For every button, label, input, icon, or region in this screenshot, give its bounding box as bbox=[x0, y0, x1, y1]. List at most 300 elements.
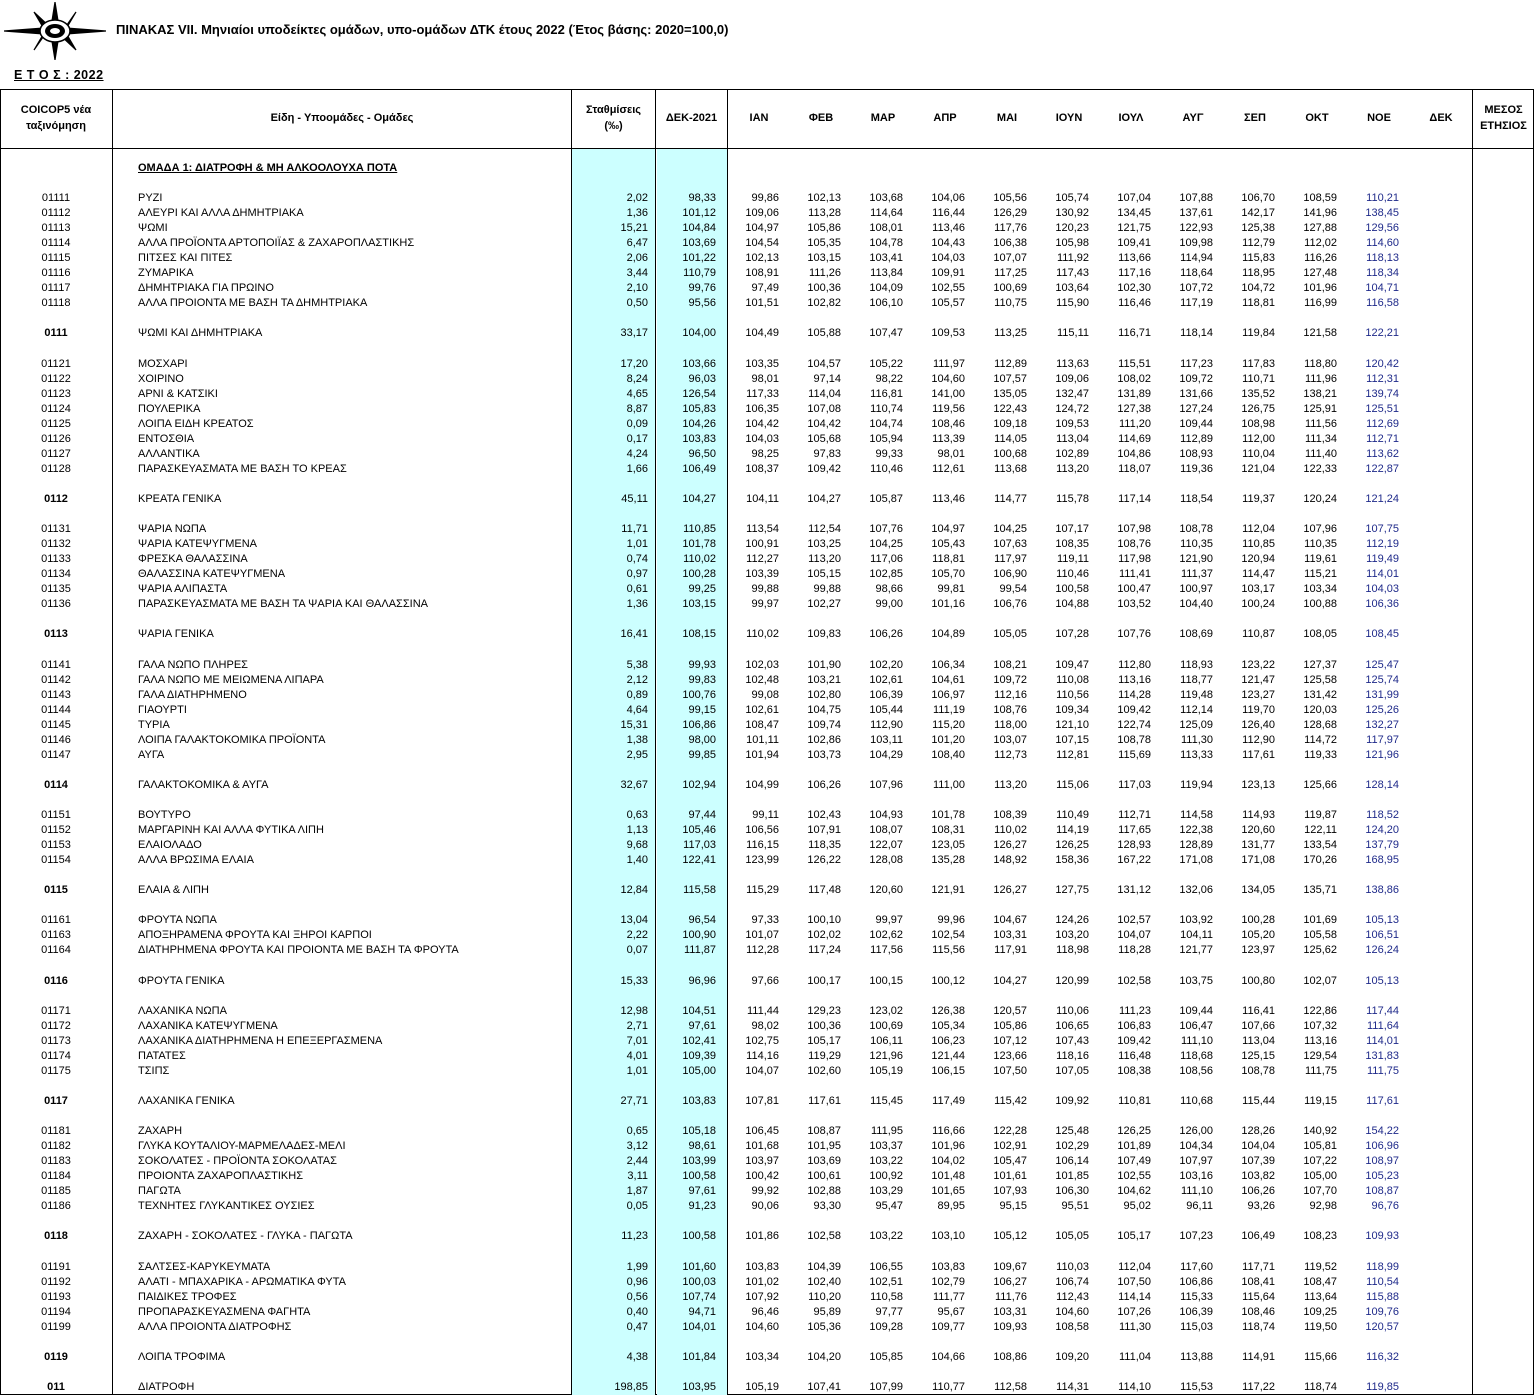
row-month: 103,22 bbox=[869, 1155, 903, 1167]
row-month: 116,99 bbox=[1304, 297, 1337, 309]
row-month: 102,43 bbox=[807, 809, 841, 821]
row-month: 102,60 bbox=[807, 1065, 841, 1077]
row-code: 01146 bbox=[41, 734, 71, 746]
row-month: 135,05 bbox=[993, 388, 1027, 400]
row-month: 109,42 bbox=[1117, 1035, 1151, 1047]
row-month: 138,21 bbox=[1303, 388, 1337, 400]
row-month: 114,77 bbox=[994, 493, 1027, 505]
row-month: 104,60 bbox=[1055, 1306, 1089, 1318]
row-month: 110,02 bbox=[746, 628, 779, 640]
row-month-nov: 109,76 bbox=[1365, 1306, 1399, 1318]
row-month-nov: 119,49 bbox=[1366, 553, 1399, 565]
row-name: ΔΙΑΤΡΟΦΗ bbox=[138, 1381, 195, 1393]
row-month: 104,03 bbox=[931, 252, 965, 264]
row-month: 102,55 bbox=[931, 282, 965, 294]
header-code-line2: ταξινόμηση bbox=[26, 119, 86, 132]
row-month: 113,46 bbox=[932, 222, 965, 234]
row-month: 100,88 bbox=[1303, 598, 1337, 610]
table-row bbox=[0, 387, 1534, 402]
row-month: 120,57 bbox=[993, 1005, 1027, 1017]
row-month: 104,78 bbox=[869, 237, 903, 249]
row-month: 131,89 bbox=[1117, 388, 1151, 400]
header-name: Είδη - Υποομάδες - Ομάδες bbox=[270, 111, 414, 124]
row-month: 106,65 bbox=[1055, 1020, 1089, 1032]
row-month: 108,58 bbox=[1055, 1321, 1089, 1333]
row-month: 110,87 bbox=[1242, 628, 1275, 640]
row-weight: 4,65 bbox=[626, 388, 648, 400]
row-code: 01124 bbox=[41, 403, 71, 415]
row-month: 107,96 bbox=[869, 779, 903, 791]
row-month: 101,20 bbox=[931, 734, 965, 746]
row-month: 108,93 bbox=[1179, 448, 1213, 460]
row-month: 99,92 bbox=[751, 1185, 779, 1197]
row-month: 101,16 bbox=[931, 598, 965, 610]
row-month: 106,10 bbox=[869, 297, 903, 309]
row-dec2021: 106,49 bbox=[682, 463, 716, 475]
row-month-nov: 125,74 bbox=[1365, 674, 1399, 686]
row-code: 01199 bbox=[41, 1321, 71, 1333]
row-month: 111,04 bbox=[1118, 1351, 1151, 1363]
row-name: ΤΥΡΙΑ bbox=[138, 719, 170, 731]
row-weight: 4,24 bbox=[626, 448, 648, 460]
row-month: 119,11 bbox=[1056, 553, 1089, 565]
row-month: 126,22 bbox=[807, 854, 841, 866]
row-code: 0118 bbox=[44, 1230, 68, 1242]
row-month: 107,66 bbox=[1241, 1020, 1275, 1032]
row-month-nov: 109,93 bbox=[1365, 1230, 1399, 1242]
row-month: 109,77 bbox=[931, 1321, 965, 1333]
row-month: 108,40 bbox=[931, 749, 965, 761]
row-month: 107,41 bbox=[807, 1381, 841, 1393]
row-month: 137,61 bbox=[1179, 207, 1213, 219]
row-code: 01185 bbox=[41, 1185, 71, 1197]
row-month: 119,33 bbox=[1304, 749, 1337, 761]
row-month: 106,26 bbox=[807, 779, 841, 791]
row-month-nov: 116,32 bbox=[1366, 1351, 1399, 1363]
row-code: 01144 bbox=[41, 704, 71, 716]
row-month: 126,00 bbox=[1179, 1125, 1213, 1137]
row-month: 103,35 bbox=[745, 358, 779, 370]
row-month: 104,07 bbox=[1117, 929, 1151, 941]
row-month: 119,48 bbox=[1180, 689, 1213, 701]
row-month-nov: 124,20 bbox=[1365, 824, 1399, 836]
row-month: 122,38 bbox=[1179, 824, 1213, 836]
row-month: 104,97 bbox=[745, 222, 779, 234]
row-weight: 1,40 bbox=[626, 854, 648, 866]
row-month: 118,81 bbox=[1242, 297, 1275, 309]
row-code: 0112 bbox=[44, 493, 68, 505]
row-code: 01193 bbox=[41, 1291, 71, 1303]
row-month: 124,72 bbox=[1055, 403, 1089, 415]
row-month-nov: 114,01 bbox=[1366, 1035, 1399, 1047]
row-dec2021: 91,23 bbox=[688, 1200, 716, 1212]
row-month: 105,19 bbox=[869, 1065, 903, 1077]
row-month: 103,75 bbox=[1179, 975, 1213, 987]
row-weight: 17,20 bbox=[620, 358, 648, 370]
row-month: 105,68 bbox=[807, 433, 841, 445]
row-month-nov: 110,54 bbox=[1366, 1276, 1399, 1288]
row-dec2021: 94,71 bbox=[688, 1306, 716, 1318]
row-month: 122,07 bbox=[869, 839, 903, 851]
row-month-nov: 105,13 bbox=[1365, 975, 1399, 987]
row-month: 111,34 bbox=[1304, 433, 1337, 445]
table-row bbox=[0, 688, 1534, 703]
row-month: 106,70 bbox=[1241, 192, 1275, 204]
row-month: 120,60 bbox=[1241, 824, 1275, 836]
row-dec2021: 99,83 bbox=[688, 674, 716, 686]
row-month: 109,74 bbox=[807, 719, 841, 731]
row-month: 101,89 bbox=[1117, 1140, 1151, 1152]
row-dec2021: 101,22 bbox=[682, 252, 716, 264]
subtotal-row bbox=[0, 1380, 1534, 1395]
row-month: 111,10 bbox=[1180, 1185, 1213, 1197]
row-month: 132,47 bbox=[1055, 388, 1089, 400]
row-month: 110,20 bbox=[808, 1291, 841, 1303]
row-month-nov: 121,96 bbox=[1365, 749, 1399, 761]
row-month: 118,74 bbox=[1242, 1321, 1275, 1333]
row-month: 111,30 bbox=[1118, 1321, 1151, 1333]
row-month: 116,81 bbox=[870, 388, 903, 400]
row-month: 132,06 bbox=[1179, 884, 1213, 896]
row-dec2021: 103,15 bbox=[682, 598, 716, 610]
row-dec2021: 105,83 bbox=[682, 403, 716, 415]
table-row bbox=[0, 1124, 1534, 1139]
header-weights-line2: (‰) bbox=[604, 119, 623, 132]
row-month: 128,89 bbox=[1179, 839, 1213, 851]
row-dec2021: 99,25 bbox=[688, 583, 716, 595]
row-month-nov: 105,23 bbox=[1365, 1170, 1399, 1182]
row-month: 104,07 bbox=[745, 1065, 779, 1077]
row-month: 107,28 bbox=[1055, 628, 1089, 640]
row-month: 100,61 bbox=[807, 1170, 841, 1182]
row-name: ΑΠΟΞΗΡΑΜΕΝΑ ΦΡΟΥΤΑ ΚΑΙ ΞΗΡΟΙ ΚΑΡΠΟΙ bbox=[138, 929, 372, 941]
row-month: 102,29 bbox=[1055, 1140, 1089, 1152]
row-name: ΖΑΧΑΡΗ bbox=[138, 1125, 183, 1137]
row-month: 107,76 bbox=[869, 523, 903, 535]
row-month-nov: 106,96 bbox=[1365, 1140, 1399, 1152]
row-month: 104,74 bbox=[869, 418, 903, 430]
row-month: 115,78 bbox=[1056, 493, 1089, 505]
row-month: 110,35 bbox=[1180, 538, 1213, 550]
row-month: 110,49 bbox=[1056, 809, 1089, 821]
row-month: 115,20 bbox=[932, 719, 965, 731]
row-month: 105,43 bbox=[931, 538, 965, 550]
row-month: 100,97 bbox=[1179, 583, 1213, 595]
row-month: 111,20 bbox=[1118, 418, 1151, 430]
row-month: 108,05 bbox=[1303, 628, 1337, 640]
row-month: 104,89 bbox=[931, 628, 965, 640]
row-month: 109,72 bbox=[1179, 373, 1213, 385]
row-code: 01163 bbox=[41, 929, 71, 941]
row-month: 109,93 bbox=[993, 1321, 1027, 1333]
row-code: 01134 bbox=[41, 568, 71, 580]
row-month: 115,11 bbox=[1056, 327, 1089, 339]
row-month: 107,23 bbox=[1179, 1230, 1213, 1242]
row-month-nov: 96,76 bbox=[1371, 1200, 1399, 1212]
row-month: 121,91 bbox=[931, 884, 965, 896]
row-weight: 6,47 bbox=[626, 237, 648, 249]
row-name: ΕΝΤΟΣΘΙΑ bbox=[138, 433, 195, 445]
row-name: ΓΑΛΑΚΤΟΚΟΜΙΚΑ & ΑΥΓΑ bbox=[138, 779, 269, 791]
table-row bbox=[0, 357, 1534, 372]
row-month: 105,44 bbox=[869, 704, 903, 716]
row-month: 114,64 bbox=[870, 207, 903, 219]
row-month: 107,97 bbox=[1179, 1155, 1213, 1167]
row-weight: 15,33 bbox=[620, 975, 648, 987]
row-month: 148,92 bbox=[993, 854, 1027, 866]
row-dec2021: 104,84 bbox=[682, 222, 716, 234]
row-month: 104,29 bbox=[869, 749, 903, 761]
row-month: 135,28 bbox=[931, 854, 965, 866]
header-code-line1: COICOP5 νέα bbox=[20, 103, 92, 116]
row-month: 124,26 bbox=[1055, 914, 1089, 926]
row-weight: 1,38 bbox=[626, 734, 648, 746]
row-name: ΑΥΓΑ bbox=[138, 749, 165, 761]
row-month: 118,93 bbox=[1180, 659, 1213, 671]
row-month: 106,45 bbox=[745, 1125, 779, 1137]
row-month: 119,36 bbox=[1180, 463, 1213, 475]
row-month: 105,15 bbox=[807, 568, 841, 580]
row-month: 98,25 bbox=[751, 448, 779, 460]
row-name: ΑΛΑΤΙ - ΜΠΑΧΑΡΙΚΑ - ΑΡΩΜΑΤΙΚΑ ΦΥΤΑ bbox=[138, 1276, 346, 1288]
row-month: 104,60 bbox=[745, 1321, 779, 1333]
row-month: 127,75 bbox=[1055, 884, 1089, 896]
row-month: 107,63 bbox=[993, 538, 1027, 550]
row-month: 103,15 bbox=[807, 252, 841, 264]
row-month: 117,60 bbox=[1180, 1261, 1213, 1273]
row-weight: 1,36 bbox=[626, 207, 648, 219]
row-month: 112,73 bbox=[994, 749, 1027, 761]
row-month: 100,42 bbox=[745, 1170, 779, 1182]
row-month: 115,53 bbox=[1180, 1381, 1213, 1393]
row-month: 119,52 bbox=[1304, 1261, 1337, 1273]
row-month: 106,38 bbox=[993, 237, 1027, 249]
row-month: 111,97 bbox=[932, 358, 965, 370]
row-month: 114,19 bbox=[1056, 824, 1089, 836]
row-month: 112,89 bbox=[1180, 433, 1213, 445]
row-weight: 11,71 bbox=[621, 523, 648, 535]
row-month-nov: 126,24 bbox=[1365, 944, 1399, 956]
table-row bbox=[0, 928, 1534, 943]
row-month: 111,23 bbox=[1118, 1005, 1151, 1017]
row-month: 105,70 bbox=[931, 568, 965, 580]
row-month-nov: 113,62 bbox=[1366, 448, 1399, 460]
row-code: 01131 bbox=[41, 523, 71, 535]
row-weight: 11,23 bbox=[621, 1230, 648, 1242]
row-month: 115,42 bbox=[994, 1095, 1027, 1107]
row-month: 110,71 bbox=[1242, 373, 1275, 385]
row-dec2021: 96,54 bbox=[688, 914, 716, 926]
row-code: 01174 bbox=[41, 1050, 71, 1062]
table-row bbox=[0, 1004, 1534, 1019]
row-weight: 5,38 bbox=[626, 659, 648, 671]
row-month: 117,06 bbox=[870, 553, 903, 565]
row-month: 93,30 bbox=[813, 1200, 841, 1212]
row-month-nov: 107,75 bbox=[1365, 523, 1399, 535]
row-month: 107,49 bbox=[1117, 1155, 1151, 1167]
row-month: 99,96 bbox=[937, 914, 965, 926]
row-month: 103,83 bbox=[745, 1261, 779, 1273]
row-month: 106,56 bbox=[745, 824, 779, 836]
row-month-nov: 137,79 bbox=[1365, 839, 1399, 851]
row-month: 105,17 bbox=[807, 1035, 841, 1047]
row-month: 115,06 bbox=[1056, 779, 1089, 791]
row-dec2021: 108,15 bbox=[682, 628, 716, 640]
row-month: 134,45 bbox=[1117, 207, 1151, 219]
row-month: 105,17 bbox=[1117, 1230, 1151, 1242]
row-month: 105,87 bbox=[869, 493, 903, 505]
table-row bbox=[0, 823, 1534, 838]
row-month: 104,20 bbox=[807, 1351, 841, 1363]
row-month-nov: 154,22 bbox=[1365, 1125, 1399, 1137]
row-month: 103,16 bbox=[1179, 1170, 1213, 1182]
row-dec2021: 97,44 bbox=[688, 809, 716, 821]
group-title-row bbox=[0, 161, 1534, 176]
row-month: 107,07 bbox=[993, 252, 1027, 264]
row-month: 102,55 bbox=[1117, 1170, 1151, 1182]
row-month-nov: 118,34 bbox=[1366, 267, 1399, 279]
row-weight: 8,24 bbox=[626, 373, 648, 385]
row-code: 01191 bbox=[41, 1261, 71, 1273]
row-month: 128,08 bbox=[869, 854, 903, 866]
row-month: 114,72 bbox=[1304, 734, 1337, 746]
row-month: 171,08 bbox=[1241, 854, 1275, 866]
header-month: ΟΚΤ bbox=[1305, 111, 1329, 124]
row-month: 108,86 bbox=[993, 1351, 1027, 1363]
subtotal-row bbox=[0, 326, 1534, 341]
row-month: 106,39 bbox=[1179, 1306, 1213, 1318]
row-weight: 7,01 bbox=[626, 1035, 648, 1047]
row-name: ΛΑΧΑΝΙΚΑ ΔΙΑΤΗΡΗΜΕΝΑ Η ΕΠΕΞΕΡΓΑΣΜΕΝΑ bbox=[138, 1035, 383, 1047]
row-month: 106,39 bbox=[869, 689, 903, 701]
row-month: 106,74 bbox=[1055, 1276, 1089, 1288]
row-code: 01141 bbox=[41, 659, 71, 671]
row-month: 98,02 bbox=[751, 1020, 779, 1032]
row-month: 121,47 bbox=[1241, 674, 1275, 686]
subtotal-row bbox=[0, 883, 1534, 898]
row-month: 107,70 bbox=[1303, 1185, 1337, 1197]
row-month: 102,62 bbox=[869, 929, 903, 941]
row-month-nov: 122,87 bbox=[1365, 463, 1399, 475]
row-month: 119,56 bbox=[932, 403, 965, 415]
row-month: 97,33 bbox=[751, 914, 779, 926]
row-month: 110,02 bbox=[994, 824, 1027, 836]
row-month: 110,85 bbox=[1242, 538, 1275, 550]
row-month: 105,85 bbox=[869, 1351, 903, 1363]
row-month: 107,72 bbox=[1179, 282, 1213, 294]
table-row bbox=[0, 1260, 1534, 1275]
row-code: 01135 bbox=[41, 583, 71, 595]
row-month: 114,04 bbox=[808, 388, 841, 400]
subtotal-row bbox=[0, 1094, 1534, 1109]
row-code: 01133 bbox=[41, 553, 71, 565]
row-weight: 15,31 bbox=[620, 719, 648, 731]
row-month: 113,33 bbox=[1180, 749, 1213, 761]
row-month: 119,84 bbox=[1242, 327, 1275, 339]
row-month: 101,02 bbox=[745, 1276, 779, 1288]
row-month: 98,01 bbox=[937, 448, 965, 460]
row-month: 112,80 bbox=[1118, 659, 1151, 671]
row-name: ΠΟΥΛΕΡΙΚΑ bbox=[138, 403, 201, 415]
row-month: 111,96 bbox=[1304, 373, 1337, 385]
row-month: 111,92 bbox=[1056, 252, 1089, 264]
row-month: 118,54 bbox=[1180, 493, 1213, 505]
row-month: 101,90 bbox=[807, 659, 841, 671]
row-dec2021: 101,78 bbox=[682, 538, 716, 550]
row-month: 104,66 bbox=[931, 1351, 965, 1363]
row-month: 98,66 bbox=[875, 583, 903, 595]
row-weight: 4,38 bbox=[626, 1351, 648, 1363]
row-month: 113,54 bbox=[746, 523, 779, 535]
row-month: 129,23 bbox=[807, 1005, 841, 1017]
row-weight: 1,13 bbox=[626, 824, 648, 836]
table-row bbox=[0, 1275, 1534, 1290]
row-month: 102,86 bbox=[807, 734, 841, 746]
row-month: 131,77 bbox=[1241, 839, 1275, 851]
row-month: 106,35 bbox=[745, 403, 779, 415]
row-dec2021: 96,96 bbox=[688, 975, 716, 987]
header-month: ΜΑΡ bbox=[870, 111, 896, 124]
row-month-nov: 110,21 bbox=[1366, 192, 1399, 204]
row-month: 118,81 bbox=[932, 553, 965, 565]
row-month: 117,98 bbox=[1118, 553, 1151, 565]
row-month: 115,29 bbox=[746, 884, 779, 896]
row-month: 121,75 bbox=[1117, 222, 1151, 234]
row-name: ΑΛΛΑ ΠΡΟΪΟΝΤΑ ΑΡΤΟΠΟΙΪΑΣ & ΖΑΧΑΡΟΠΛΑΣΤΙΚΗΣ bbox=[138, 237, 415, 249]
row-month-nov: 121,24 bbox=[1365, 493, 1399, 505]
row-month: 99,81 bbox=[937, 583, 965, 595]
table-row bbox=[0, 582, 1534, 597]
row-month: 105,81 bbox=[1303, 1140, 1337, 1152]
row-month: 117,16 bbox=[1118, 267, 1151, 279]
row-month-nov: 114,01 bbox=[1366, 568, 1399, 580]
row-name: ΦΡΟΥΤΑ ΝΩΠΑ bbox=[138, 914, 217, 926]
table-row bbox=[0, 1290, 1534, 1305]
row-month: 113,64 bbox=[1304, 1291, 1337, 1303]
row-month: 107,12 bbox=[993, 1035, 1027, 1047]
row-dec2021: 101,84 bbox=[682, 1351, 716, 1363]
row-dec2021: 96,50 bbox=[688, 448, 716, 460]
row-month: 105,05 bbox=[993, 628, 1027, 640]
row-month: 103,31 bbox=[993, 929, 1027, 941]
row-name: ΠΡΟΠΑΡΑΣΚΕΥΑΣΜΕΝΑ ΦΑΓΗΤΑ bbox=[138, 1306, 311, 1318]
row-month: 135,71 bbox=[1303, 884, 1337, 896]
row-code: 01128 bbox=[41, 463, 71, 475]
row-month: 99,54 bbox=[999, 583, 1027, 595]
row-month: 130,92 bbox=[1055, 207, 1089, 219]
row-month: 120,24 bbox=[1303, 493, 1337, 505]
row-code: 01172 bbox=[41, 1020, 71, 1032]
table-row bbox=[0, 1139, 1534, 1154]
table-row bbox=[0, 522, 1534, 537]
row-month: 119,70 bbox=[1242, 704, 1275, 716]
row-month-nov: 106,36 bbox=[1365, 598, 1399, 610]
row-month: 110,75 bbox=[994, 297, 1027, 309]
row-month: 126,38 bbox=[931, 1005, 965, 1017]
row-month: 109,42 bbox=[1117, 704, 1151, 716]
row-month: 109,34 bbox=[1055, 704, 1089, 716]
row-month: 100,91 bbox=[745, 538, 779, 550]
row-month: 112,89 bbox=[994, 358, 1027, 370]
row-dec2021: 100,03 bbox=[682, 1276, 716, 1288]
row-code: 01126 bbox=[41, 433, 71, 445]
header-annual-line1: ΜΕΣΟΣ bbox=[1484, 103, 1523, 116]
row-month: 126,27 bbox=[993, 884, 1027, 896]
row-month: 104,49 bbox=[745, 327, 779, 339]
row-month: 103,10 bbox=[931, 1230, 965, 1242]
row-dec2021: 104,26 bbox=[682, 418, 716, 430]
row-month: 106,11 bbox=[870, 1035, 903, 1047]
